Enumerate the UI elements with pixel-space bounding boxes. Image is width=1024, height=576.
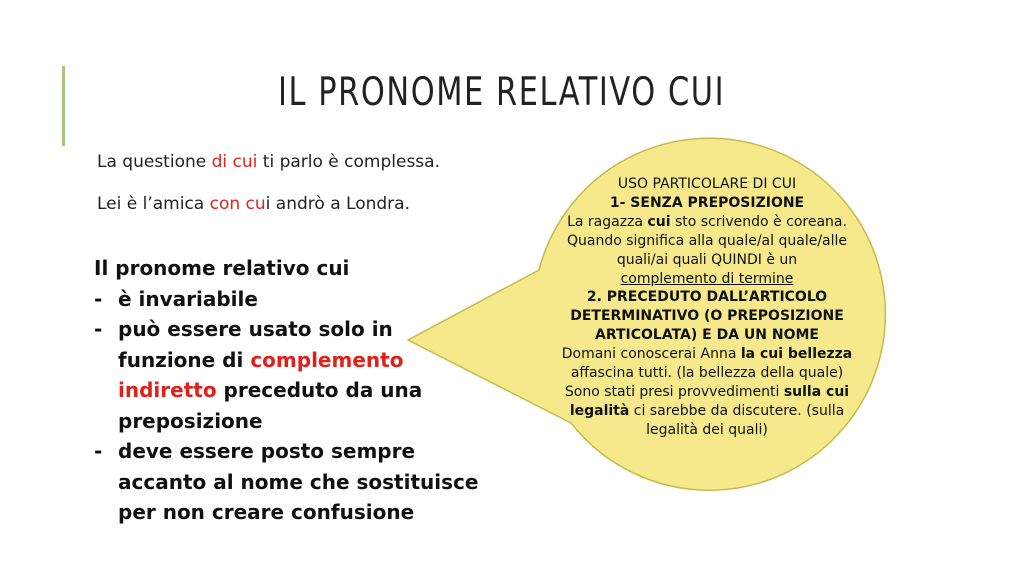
section2-example1: Domani conoscerai Anna la cui bellezza affascina tutti. (la bellezza della quale) [561, 346, 853, 382]
rule-invariable: - è invariabile [94, 286, 258, 311]
section1-term: complemento di termine [620, 270, 794, 287]
rule-position: - deve essere posto sempre [94, 439, 416, 463]
section1-title: 1- SENZA PREPOSIZIONE [609, 194, 805, 211]
highlight-di-cui: di cui [211, 152, 258, 172]
section2-example2: Sono stati presi provvedimenti sulla cui legalità ci sarebbe da discutere. (sulla legalità dei quali) [564, 383, 850, 438]
section1-explanation: Quando significa alla quale/al quale/alle quali/ai quali QUINDI è un [566, 232, 848, 268]
rules-heading: Il pronome relativo cui [94, 256, 350, 280]
section2-title: 2. PRECEDUTO DALL’ARTICOLO DETERMINATIVO (O PREPOSIZIONE ARTICOLATA) E DA UN NOME [570, 289, 844, 344]
highlight-con-cu: con cu [209, 194, 266, 214]
example-sentence-2: Lei è l’amica con cui andrò a Londra. [97, 194, 410, 214]
rules-list: Il pronome relativo cui - è invariabile - può essere usato solo in funzione di complemento indiretto preceduto da una preposizione - deve essere posto sempre accanto al nome che sostituisce per non creare confusione [94, 253, 514, 528]
bubble-content [546, 175, 868, 440]
slide-title: IL PRONOME RELATIVO CUI [278, 70, 726, 115]
bubble-heading: USO PARTICOLARE DI CUI [617, 176, 797, 192]
section1-example: La ragazza cui sto scrivendo è coreana. [567, 213, 847, 230]
example-sentence-1: La questione di cui ti parlo è complessa. [97, 152, 440, 172]
rule-complement: - può essere usato solo in [94, 317, 393, 341]
